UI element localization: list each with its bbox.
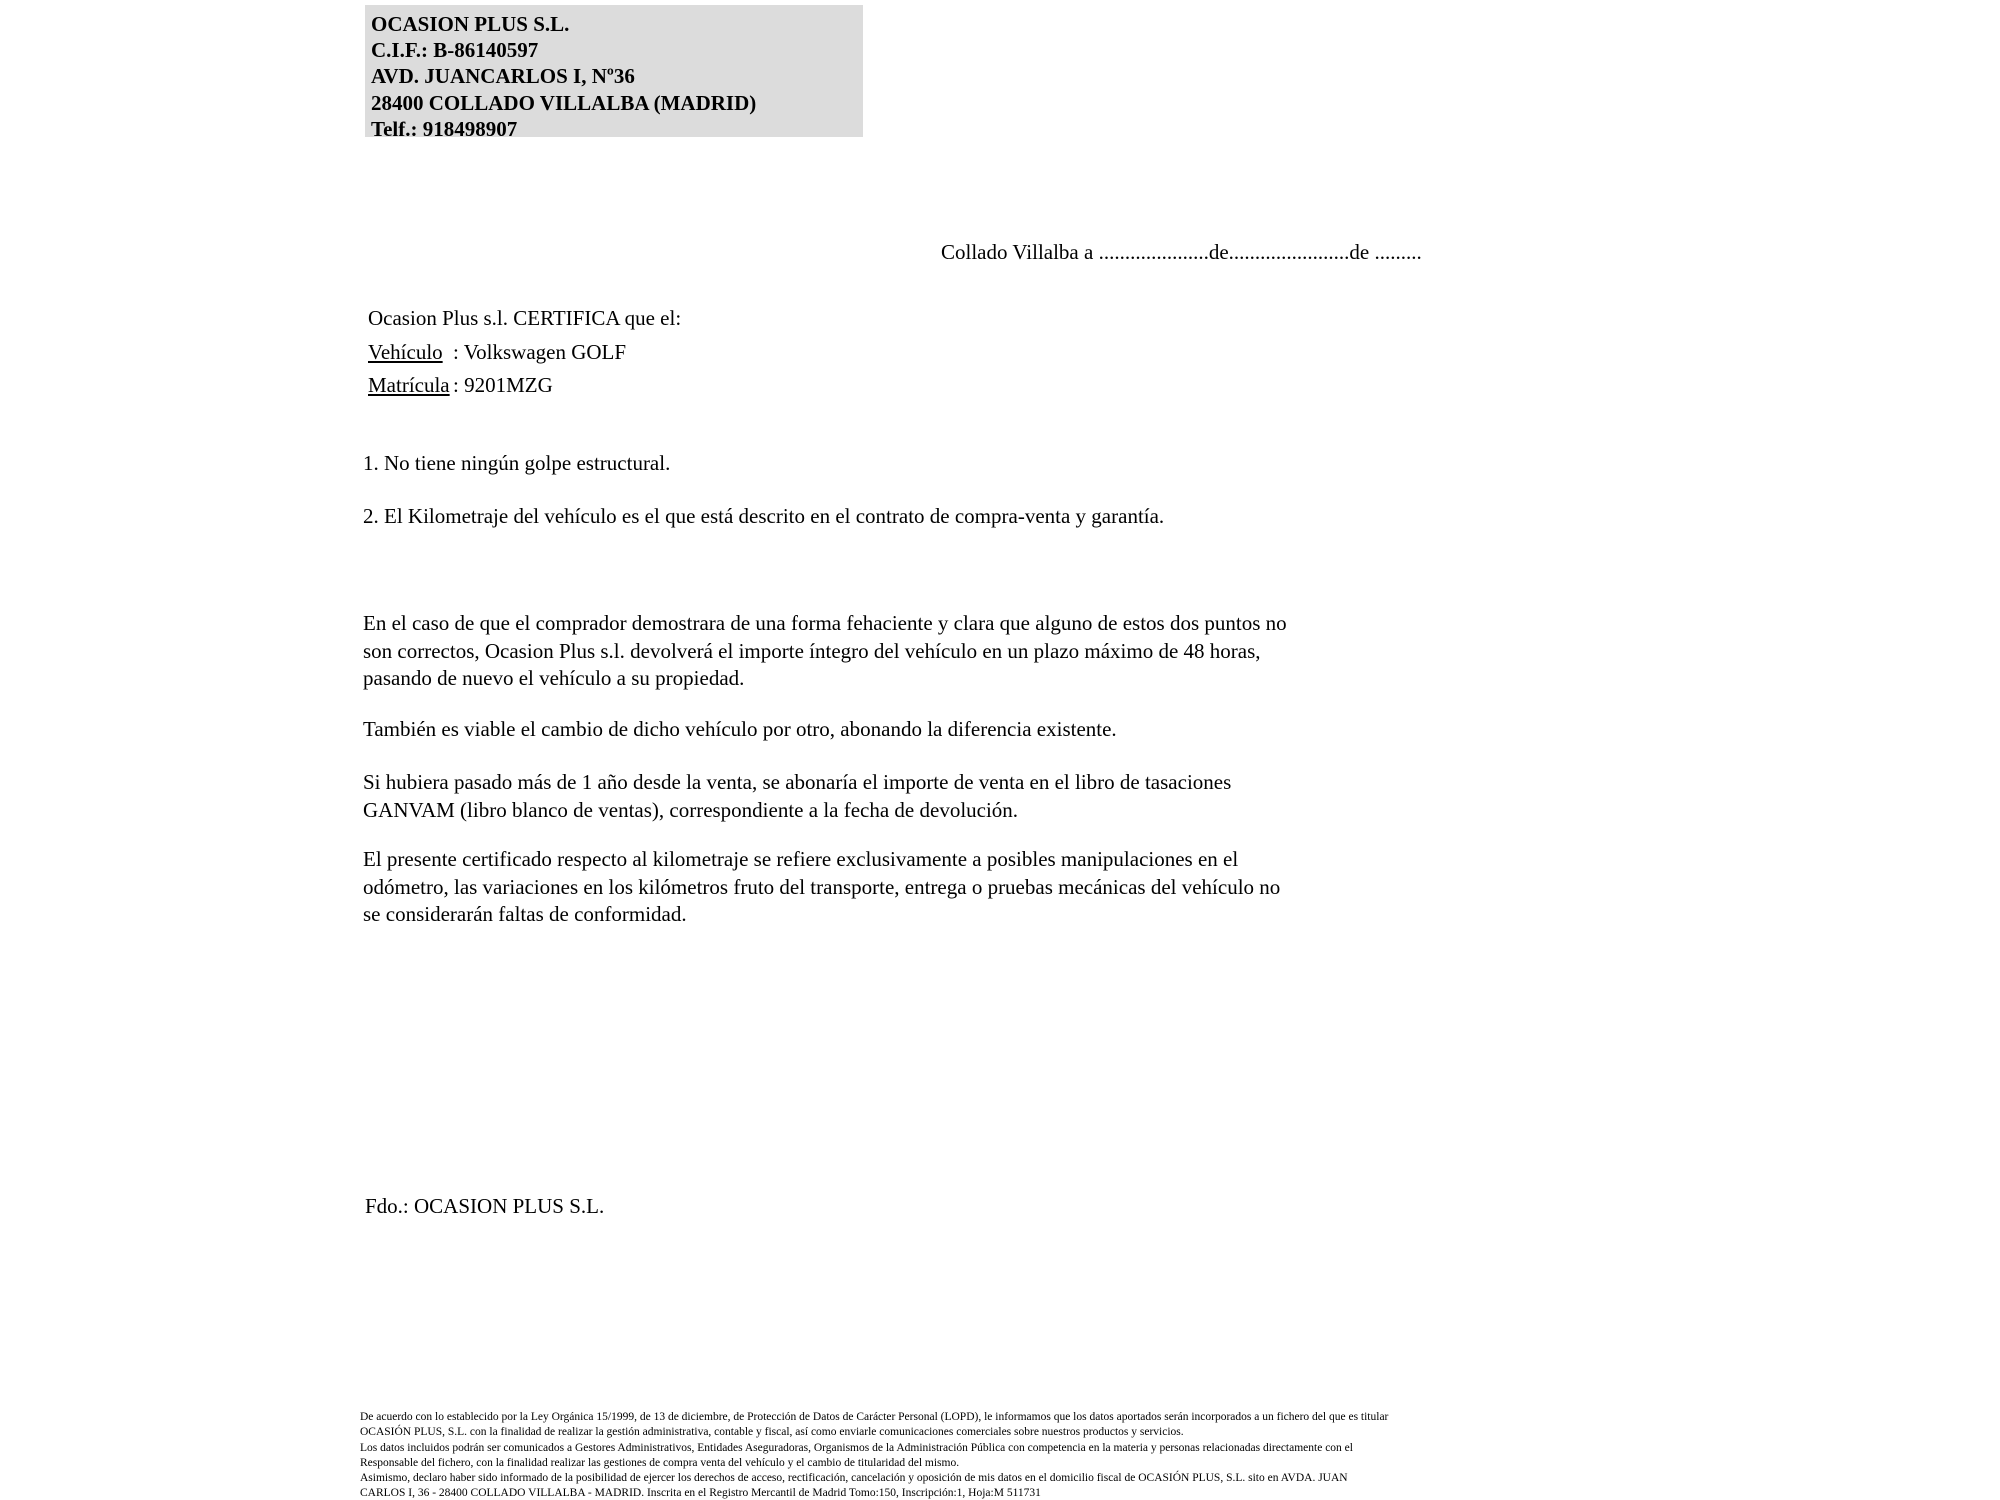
condition-2: 2. El Kilometraje del vehículo es el que está descrito en el contrato de compra-venta y garantía. bbox=[363, 504, 1165, 528]
plate-value: : 9201MZG bbox=[453, 373, 553, 397]
certify-block bbox=[368, 302, 681, 403]
legal-line: Los datos incluidos podrán ser comunicados a Gestores Administrativos, Entidades Aseguradoras, Organismos de la Administración Pública con competencia en la materia y personas relacionadas directamente con el bbox=[360, 1441, 1353, 1454]
vehicle-value: : Volkswagen GOLF bbox=[453, 339, 627, 364]
legal-line: De acuerdo con lo establecido por la Ley Orgánica 15/1999, de 13 de diciembre, de Protección de Datos de Carácter Personal (LOPD), le informamos que los datos aportados serán incorporados a un fichero del que es titular bbox=[360, 1411, 1389, 1423]
legal-line: OCASIÓN PLUS, S.L. con la finalidad de realizar la gestión administrativa, contable y fiscal, así como enviarle comunicaciones comerciales sobre nuestros productos y servicios. bbox=[360, 1426, 1184, 1439]
paragraph-refund: En el caso de que el comprador demostrara de una forma fehaciente y clara que alguno de estos dos puntos no son correctos, Ocasion Plus s.l. devolverá el importe íntegro del vehículo en un plazo máximo de 48 horas, pasando de nuevo el vehículo a su propiedad. bbox=[363, 611, 1287, 691]
company-city: 28400 COLLADO VILLALBA (MADRID) bbox=[371, 90, 757, 115]
plate-label: Matrícula bbox=[368, 373, 450, 397]
paragraph-ganvam: Si hubiera pasado más de 1 año desde la venta, se abonaría el importe de venta en el libro de tasaciones GANVAM (libro blanco de ventas), correspondiente a la fecha de devolución. bbox=[363, 770, 1232, 822]
company-name: OCASION PLUS S.L. bbox=[371, 12, 570, 36]
certify-heading: Ocasion Plus s.l. CERTIFICA que el: bbox=[368, 306, 682, 330]
company-header-box bbox=[365, 5, 863, 141]
paragraph-odometer: El presente certificado respecto al kilometraje se refiere exclusivamente a posibles manipulaciones en el odómetro, las variaciones en los kilómetros fruto del transporte, entrega o pruebas mecánicas del vehículo no se considerarán faltas de conformidad. bbox=[363, 847, 1281, 927]
condition-1: 1. No tiene ningún golpe estructural. bbox=[363, 451, 671, 475]
vehicle-label: Vehículo bbox=[368, 339, 443, 364]
date-line: Collado Villalba a .....................de.......................de ......... bbox=[941, 240, 1422, 264]
company-phone: Telf.: 918498907 bbox=[371, 116, 518, 141]
vehicle-row bbox=[368, 336, 681, 370]
legal-footer bbox=[360, 1410, 1388, 1500]
signature-line: Fdo.: OCASION PLUS S.L. bbox=[365, 1194, 605, 1218]
paragraph-exchange: También es viable el cambio de dicho vehículo por otro, abonando la diferencia existente. bbox=[363, 717, 1117, 741]
company-address: AVD. JUANCARLOS I, Nº36 bbox=[371, 64, 635, 89]
legal-line: CARLOS I, 36 - 28400 COLLADO VILLALBA - MADRID. Inscrita en el Registro Mercantil de Madrid Tomo:150, Inscripción:1, Hoja:M 511731 bbox=[360, 1487, 1041, 1500]
plate-row bbox=[368, 369, 681, 403]
legal-line: Responsable del fichero, con la finalidad realizar las gestiones de compra venta del vehículo y el cambio de titularidad del mismo. bbox=[360, 1456, 960, 1469]
legal-line: Asimismo, declaro haber sido informado de la posibilidad de ejercer los derechos de acceso, rectificación, cancelación y oposición de mis datos en el domicilio fiscal de OCASIÓN PLUS, S.L. sito en AVDA. JUAN bbox=[360, 1472, 1348, 1485]
company-cif: C.I.F.: B-86140597 bbox=[371, 38, 539, 63]
